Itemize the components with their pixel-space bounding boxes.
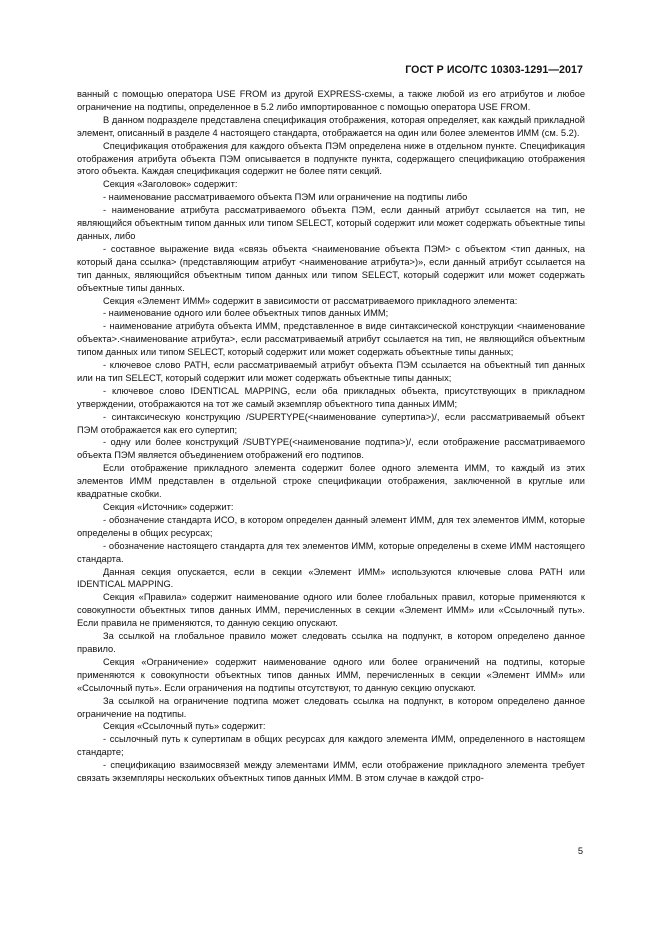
- body-paragraph: - наименование одного или более объектных типов данных ИММ;: [103, 308, 389, 319]
- body-paragraph: - ключевое слово PATH, если рассматриваемый атрибут объекта ПЭМ ссылается на объектный тип данных или на тип SELECT, который содержит или может содержать объектные типы данных;: [77, 360, 585, 383]
- body-paragraph: - спецификацию взаимосвязей между элементами ИММ, если отображение прикладного элемента требует связать экземпляры нескольких объектных типов данных ИММ. В этом случае в каждой стро-: [77, 760, 585, 784]
- body-paragraph: Секция «Ограничение» содержит наименование одного или более ограничений на подтипы, которые применяются к совокупности объектных типов данных ИММ, перечисленных в секции «Элемент ИММ» или «Ссылочный путь». Если ограничения на подтипы отсутствуют, то данную секцию опускают.: [77, 656, 585, 693]
- body-paragraph: Секция «Заголовок» содержит:: [103, 179, 238, 190]
- body-paragraph: Секция «Правила» содержит наименование одного или более глобальных правил, которые применяются к совокупности объектных типов данных ИММ, перечисленных в секции «Элемент ИММ» или «Ссылочный путь». Если правила не применяются, то данную секцию опускают.: [77, 592, 585, 629]
- page-number: 5: [577, 846, 583, 856]
- body-paragraph: Секция «Элемент ИММ» содержит в зависимости от рассматриваемого прикладного элемента:: [103, 295, 518, 306]
- body-paragraph: Если отображение прикладного элемента содержит более одного элемента ИММ, то каждый из этих элементов ИММ представлен в отдельной строке спецификации отображения, заключенной в круглые или квадратные скобки.: [77, 463, 585, 500]
- body-paragraph: - составное выражение вида «связь объекта <наименование объекта ПЭМ> с объектом <тип данных, на который дана ссылка> (представляющим атрибут <наименование атрибута>)», если данный атрибут ссылается на тип данных, являющийся объектным типом данных или типом SELECT, который содержит или может содержать объектные типы данных.: [77, 243, 585, 293]
- body-paragraph: За ссылкой на глобальное правило может следовать ссылка на подпункт, в котором определено данное правило.: [77, 631, 585, 654]
- body-paragraph: Секция «Ссылочный путь» содержит:: [103, 721, 266, 732]
- body-paragraph: За ссылкой на ограничение подтипа может следовать ссылка на подпункт, в котором определено данное ограничение на подтипы.: [77, 695, 585, 719]
- body-paragraph: - наименование атрибута рассматриваемого объекта ПЭМ, если данный атрибут ссылается на тип, не являющийся объектным типом данных или типом SELECT, который содержит или может содержать объектные типы данных, либо: [77, 205, 585, 241]
- body-paragraph: - ключевое слово IDENTICAL MAPPING, если оба прикладных объекта, присутствующих в прикладном утверждении, отображаются на тот же самый экземпляр объектного типа данных ИММ;: [77, 385, 585, 409]
- body-paragraph: Данная секция опускается, если в секции «Элемент ИММ» используются ключевые слова PATH или IDENTICAL MAPPING.: [77, 566, 585, 590]
- body-paragraph: - ссылочный путь к супертипам в общих ресурсах для каждого элемента ИММ, определенного в настоящем стандарте;: [77, 734, 585, 758]
- body-paragraph: - обозначение стандарта ИСО, в котором определен данный элемент ИММ, для тех элементов ИММ, которые определены в общих ресурсах;: [77, 514, 585, 538]
- body-paragraph: - обозначение настоящего стандарта для тех элементов ИММ, которые определены в схеме ИММ настоящего стандарта.: [77, 540, 585, 564]
- body-paragraph: Спецификация отображения для каждого объекта ПЭМ определена ниже в отдельном пункте. Спецификация отображения атрибута объекта ПЭМ описывается в подпункте пункта, содержащего спецификацию отображения этого объекта. Каждая спецификация содержит не более пяти секций.: [77, 140, 585, 177]
- body-paragraph: - наименование атрибута объекта ИММ, представленное в виде синтаксической конструкции <наименование объекта>.<наименование атрибута>, если рассматриваемый атрибут ссылается на тип, не являющийся объектным типом данных или типом SELECT, который содержит или может содержать объектные типы данных;: [77, 321, 585, 358]
- body-paragraph: В данном подразделе представлена спецификация отображения, которая определяет, как каждый прикладной элемент, описанный в разделе 4 настоящего стандарта, отображается на один или более элементов ИММ (см. 5.2).: [77, 114, 585, 138]
- document-header: ГОСТ Р ИСО/ТС 10303-1291—2017: [405, 64, 583, 76]
- body-paragraph: - одну или более конструкций /SUBTYPE(<наименование подтипа>)/, если отображение рассматриваемого объекта ПЭМ является объединением отображений его подтипов.: [77, 437, 585, 461]
- body-paragraph: - наименование рассматриваемого объекта ПЭМ или ограничение на подтипы либо: [103, 192, 468, 203]
- document-body: [77, 88, 585, 785]
- body-paragraph: - синтаксическую конструкцию /SUPERTYPE(<наименование супертипа>)/, если рассматриваемый объект ПЭМ отображается как его супертип;: [77, 411, 585, 435]
- body-paragraph: Секция «Источник» содержит:: [103, 502, 234, 512]
- body-paragraph: ванный с помощью оператора USE FROM из другой EXPRESS-схемы, а также любой из его атрибутов и любое ограничение на подтипы, определенное в 5.2 либо импортированное с помощью оператора USE FROM.: [77, 89, 585, 112]
